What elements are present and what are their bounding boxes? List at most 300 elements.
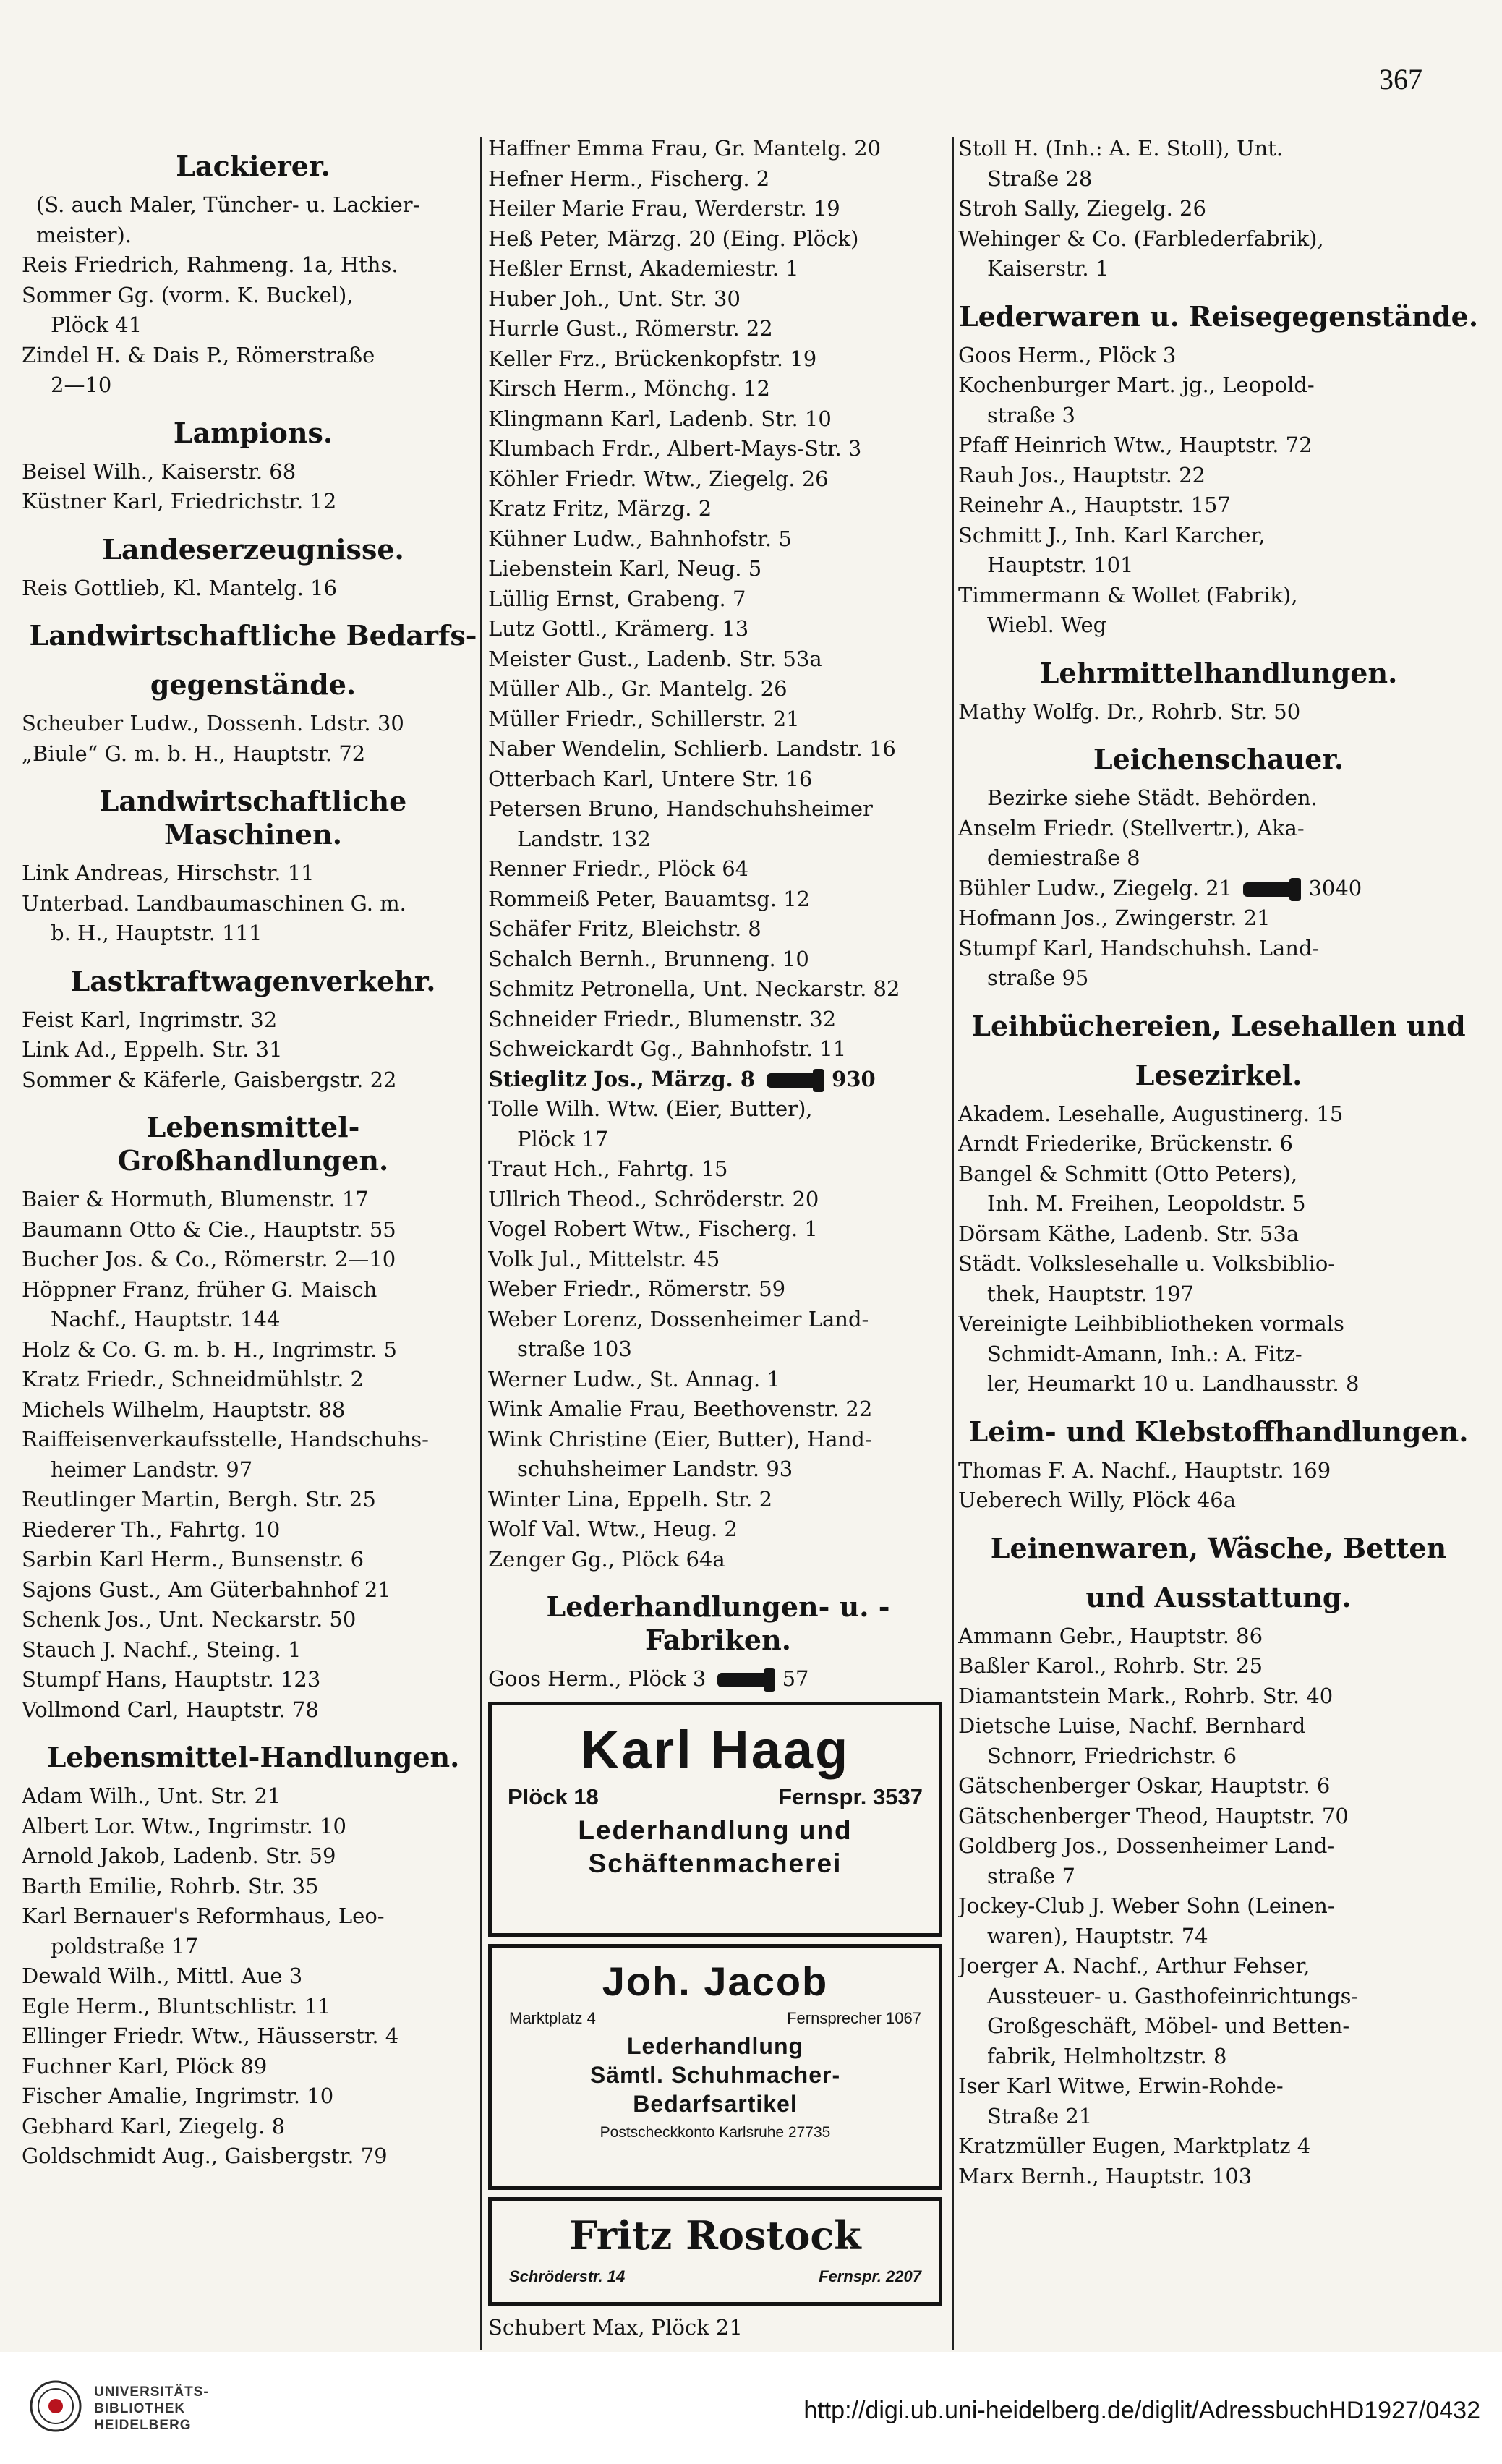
directory-entry: [488, 614, 948, 644]
entry-text: Müller Alb., Gr. Mantelg. 26: [488, 676, 788, 701]
directory-entry: [488, 884, 948, 915]
entry-text: Höppner Franz, früher G. Maisch: [22, 1276, 377, 1302]
entry-text: Arndt Friederike, Brückenstr. 6: [958, 1131, 1293, 1156]
entry-text: Feist Karl, Ingrimstr. 32: [22, 1007, 278, 1032]
entry-text: Jockey-Club J. Weber Sohn (Leinen-: [958, 1893, 1335, 1918]
entry-text: Baßler Karol., Rohrb. Str. 25: [958, 1653, 1263, 1678]
directory-entry: [488, 344, 948, 375]
directory-entry: [22, 2052, 485, 2082]
directory-entry: [22, 2112, 485, 2142]
entry-text: Akadem. Lesehalle, Augustinerg. 15: [958, 1101, 1344, 1126]
directory-entry-continuation: [958, 1189, 1479, 1219]
entry-text: Link Andreas, Hirschstr. 11: [22, 861, 315, 885]
directory-entry: [488, 914, 948, 945]
directory-entry: [22, 1515, 485, 1546]
entry-text: Liebenstein Karl, Neug. 5: [488, 556, 762, 581]
directory-entry: [488, 1394, 948, 1425]
entry-text: Petersen Bruno, Handschuhsheimer: [488, 796, 873, 821]
directory-entry: [22, 1245, 485, 1275]
directory-entry: [488, 434, 948, 464]
directory-entry-continuation: [22, 1932, 485, 1962]
directory-entry: [22, 1665, 485, 1695]
entry-text: Barth Emilie, Rohrb. Str. 35: [22, 1873, 319, 1898]
directory-entry: [488, 974, 948, 1005]
entry-text: straße 103: [517, 1337, 632, 1361]
entry-text: Dewald Wilh., Mittl. Aue 3: [22, 1964, 303, 1988]
directory-entry: [488, 734, 948, 764]
directory-entry: [958, 1891, 1479, 1922]
entry-text: Weber Lorenz, Dossenheimer Land-: [488, 1306, 869, 1331]
entry-text: Zenger Gg., Plöck 64a: [488, 1546, 725, 1572]
entry-text: Hauptstr. 101: [987, 553, 1134, 577]
directory-entry: [488, 1305, 948, 1335]
section-heading: [22, 785, 485, 851]
advert-contact-row: [492, 2005, 939, 2032]
entry-text: Bühler Ludw., Ziegelg. 21: [958, 875, 1233, 900]
directory-entry: [22, 1605, 485, 1635]
directory-entry: [22, 1035, 485, 1065]
directory-entry: [958, 1651, 1479, 1681]
entry-text: meister).: [36, 222, 132, 247]
section-heading: [958, 1059, 1479, 1092]
directory-entry: [488, 674, 948, 704]
directory-entry: [22, 1215, 485, 1245]
section-heading: [22, 417, 485, 450]
entry-text: Raiffeisenverkaufsstelle, Handschuhs-: [22, 1427, 429, 1451]
entry-text: Egle Herm., Bluntschlistr. 11: [22, 1993, 331, 2018]
directory-entry: [958, 224, 1479, 255]
library-footer: [0, 2352, 1502, 2464]
directory-entry: [958, 1099, 1479, 1130]
directory-entry-continuation: [958, 963, 1479, 994]
source-url[interactable]: http://digi.ub.uni-heidelberg.de/diglit/AdressbuchHD1927/0432: [803, 2397, 1480, 2424]
directory-entry: [488, 1005, 948, 1035]
section-heading: [958, 743, 1479, 776]
entry-text: Lebensmittel-Großhandlungen.: [117, 1111, 389, 1177]
entry-text: Zindel H. & Dais P., Römerstraße: [22, 342, 375, 367]
entry-text: Vereinigte Leihbibliotheken vormals: [958, 1311, 1344, 1336]
directory-entry: [488, 704, 948, 735]
telephone-icon: [767, 1073, 817, 1088]
directory-entry: [22, 487, 485, 517]
entry-text: demiestraße 8: [987, 845, 1140, 870]
entry-text: Reinehr A., Hauptstr. 157: [958, 493, 1231, 517]
directory-entry: [22, 281, 485, 311]
section-heading: [958, 1415, 1479, 1449]
directory-entry: [488, 644, 948, 675]
directory-entry: [22, 574, 485, 604]
directory-entry: [22, 457, 485, 487]
entry-text: Reis Gottlieb, Kl. Mantelg. 16: [22, 575, 338, 600]
directory-entry: [22, 1781, 485, 1812]
entry-text: Heßler Ernst, Akademiestr. 1: [488, 256, 799, 281]
entry-text: Lüllig Ernst, Grabeng. 7: [488, 586, 746, 611]
section-heading: [22, 1741, 485, 1774]
directory-entry-continuation: [958, 164, 1479, 195]
directory-entry: [958, 521, 1479, 551]
entry-text: Michels Wilhelm, Hauptstr. 88: [22, 1397, 346, 1422]
directory-entry: [958, 2162, 1479, 2192]
entry-text: Klingmann Karl, Ladenb. Str. 10: [488, 406, 832, 431]
entry-text: Kochenburger Mart. jg., Leopold-: [958, 372, 1315, 397]
directory-entry-continuation: [488, 824, 948, 855]
entry-text: Reis Friedrich, Rahmeng. 1a, Hths.: [22, 252, 398, 277]
entry-text: Winter Lina, Eppelh. Str. 2: [488, 1486, 773, 1512]
entry-text: und Ausstattung.: [1085, 1580, 1352, 1613]
entry-text: Kratz Fritz, Märzg. 2: [488, 496, 712, 521]
directory-entry-continuation: [958, 1369, 1479, 1399]
entry-text: Leichenschauer.: [1093, 743, 1344, 775]
entry-text: Küstner Karl, Friedrichstr. 12: [22, 489, 337, 513]
entry-text: Leihbüchereien, Lesehallen und: [971, 1009, 1466, 1042]
library-logo-icon: [29, 2379, 82, 2433]
directory-entry: [22, 1545, 485, 1575]
directory-entry: [22, 1695, 485, 1726]
entry-text: Gätschenberger Theod, Hauptstr. 70: [958, 1803, 1349, 1828]
directory-entry: [22, 889, 485, 919]
entry-text: Bezirke siehe Städt. Behörden.: [987, 785, 1318, 810]
directory-entry: [22, 858, 485, 889]
directory-entry-continuation: [958, 1982, 1479, 2012]
directory-entry: [958, 1159, 1479, 1190]
entry-text: Dietsche Luise, Nachf. Bernhard: [958, 1713, 1306, 1738]
directory-entry: [488, 1545, 948, 1575]
directory-entry: [488, 1154, 948, 1185]
directory-entry: [22, 1185, 485, 1215]
entry-text: Lastkraftwagenverkehr.: [70, 964, 436, 997]
directory-entry: [488, 314, 948, 344]
telephone-number: 3040: [1308, 875, 1362, 900]
directory-entry: [958, 1219, 1479, 1250]
entry-text: Landwirtschaftliche Bedarfs-: [29, 619, 477, 652]
directory-entry-continuation: [22, 1455, 485, 1485]
directory-entry: [488, 1185, 948, 1215]
entry-text: Reutlinger Martin, Bergh. Str. 25: [22, 1487, 376, 1512]
entry-text: Hofmann Jos., Zwingerstr. 21: [958, 905, 1271, 930]
entry-text: straße 95: [987, 965, 1089, 990]
directory-entry: [958, 2071, 1479, 2102]
advert-joh-jacob: [488, 1944, 942, 2190]
entry-text: Lederhandlungen- u. -Fabriken.: [546, 1590, 890, 1656]
entry-text: Landeserzeugnisse.: [102, 532, 404, 566]
entry-text: Keller Frz., Brückenkopfstr. 19: [488, 346, 817, 371]
entry-text: Stieglitz Jos., Märzg. 8: [488, 1066, 756, 1091]
entry-text: Landwirtschaftliche Maschinen.: [99, 785, 407, 851]
directory-entry: [488, 2313, 948, 2343]
entry-text: Schmidt-Amann, Inh.: A. Fitz-: [987, 1341, 1302, 1366]
directory-entry: [488, 134, 948, 164]
directory-entry: [22, 1425, 485, 1455]
advert-contact-row: [492, 1781, 939, 1814]
entry-text: Kühner Ludw., Bahnhofstr. 5: [488, 526, 792, 551]
directory-entry: [958, 697, 1479, 728]
entry-text: (S. auch Maler, Tüncher- u. Lackier-: [36, 192, 420, 217]
directory-entry-continuation: [22, 1305, 485, 1335]
directory-entry-continuation: [958, 1742, 1479, 1772]
directory-column-1: [22, 134, 485, 2172]
directory-entry: [958, 1621, 1479, 1652]
directory-entry: [488, 1425, 948, 1455]
directory-entry: [22, 1275, 485, 1305]
entry-text: Timmermann & Wollet (Fabrik),: [958, 582, 1298, 608]
entry-text: Baumann Otto & Cie., Hauptstr. 55: [22, 1216, 396, 1242]
section-heading: [22, 150, 485, 183]
directory-entry: [488, 1365, 948, 1395]
section-heading: [22, 619, 485, 652]
entry-text: Klumbach Frdr., Albert-Mays-Str. 3: [488, 436, 862, 461]
directory-entry-continuation: [958, 843, 1479, 874]
entry-text: Lampions.: [173, 416, 333, 449]
directory-entry: [22, 1872, 485, 1902]
advert-address: Marktplatz 4: [509, 2008, 596, 2027]
entry-text: Otterbach Karl, Untere Str. 16: [488, 766, 813, 791]
entry-text: Rauh Jos., Hauptstr. 22: [958, 462, 1206, 487]
page-number: 367: [1379, 63, 1422, 95]
directory-entry: [958, 874, 1479, 904]
directory-entry-continuation: [488, 1454, 948, 1485]
advert-name: Fritz Rostock: [569, 2212, 861, 2259]
directory-entry-continuation: [22, 310, 485, 341]
directory-entry: [22, 1992, 485, 2022]
entry-text: Kirsch Herm., Mönchg. 12: [488, 376, 770, 401]
directory-entry: [22, 709, 485, 739]
entry-text: Wiebl. Weg: [987, 613, 1107, 637]
directory-entry: [958, 341, 1479, 371]
entry-text: Lesezirkel.: [1135, 1058, 1302, 1091]
column-2-entries: [488, 134, 948, 1694]
section-heading: [22, 965, 485, 998]
entry-text: Huber Joh., Unt. Str. 30: [488, 286, 741, 311]
entry-text: Ullrich Theod., Schröderstr. 20: [488, 1186, 819, 1211]
directory-entry: [488, 554, 948, 584]
directory-entry: [958, 1456, 1479, 1486]
directory-entry: [488, 464, 948, 495]
entry-text: Stumpf Hans, Hauptstr. 123: [22, 1667, 321, 1692]
directory-entry: [22, 1575, 485, 1606]
directory-entry: [488, 1245, 948, 1275]
directory-entry: [958, 581, 1479, 611]
entry-text: Goos Herm., Plöck 3: [958, 342, 1177, 367]
section-heading: [22, 1111, 485, 1177]
entry-text: Ellinger Friedr. Wtw., Häusserstr. 4: [22, 2024, 399, 2048]
directory-entry-continuation: [958, 1922, 1479, 1952]
entry-text: Sommer Gg. (vorm. K. Buckel),: [22, 282, 354, 307]
entry-text: fabrik, Helmholtzstr. 8: [987, 2043, 1227, 2068]
directory-entry: [958, 814, 1479, 844]
directory-entry: [488, 524, 948, 555]
entry-text: Diamantstein Mark., Rohrb. Str. 40: [958, 1683, 1334, 1708]
directory-entry-continuation: [488, 1334, 948, 1365]
directory-entry-continuation: [958, 1279, 1479, 1310]
entry-text: Karl Bernauer's Reformhaus, Leo-: [22, 1904, 385, 1928]
entry-text: Haffner Emma Frau, Gr. Mantelg. 20: [488, 136, 882, 161]
entry-text: Bangel & Schmitt (Otto Peters),: [958, 1161, 1298, 1186]
directory-entry: [488, 794, 948, 824]
entry-text: Scheuber Ludw., Dossenh. Ldstr. 30: [22, 711, 404, 736]
directory-entry: [22, 1812, 485, 1842]
entry-text: Lutz Gottl., Krämerg. 13: [488, 616, 749, 641]
entry-text: Naber Wendelin, Schlierb. Landstr. 16: [488, 736, 896, 761]
advert-line: Sämtl. Schuhmacher-: [589, 2061, 841, 2088]
directory-entry: [958, 1309, 1479, 1339]
entry-text: Wehinger & Co. (Farblederfabrik),: [958, 226, 1324, 251]
logo-line: UNIVERSITÄTS-: [94, 2384, 209, 2400]
directory-entry-continuation: [958, 1339, 1479, 1370]
entry-text: Wink Christine (Eier, Butter), Hand-: [488, 1426, 872, 1451]
section-heading: [958, 1532, 1479, 1565]
logo-line: BIBLIOTHEK: [94, 2401, 186, 2416]
entry-text: Nachf., Hauptstr. 144: [51, 1307, 281, 1331]
directory-entry: [488, 584, 948, 615]
directory-entry-continuation: [22, 918, 485, 949]
entry-text: Leinenwaren, Wäsche, Betten: [990, 1531, 1447, 1564]
directory-entry: [22, 2081, 485, 2112]
directory-entry: [488, 254, 948, 284]
entry-text: Joerger A. Nachf., Arthur Fehser,: [958, 1953, 1310, 1978]
entry-text: Arnold Jakob, Ladenb. Str. 59: [22, 1843, 336, 1868]
entry-text: straße 7: [987, 1863, 1075, 1888]
directory-entry: [22, 739, 485, 770]
entry-text: Schäfer Fritz, Bleichstr. 8: [488, 916, 761, 941]
entry-text: Thomas F. A. Nachf., Hauptstr. 169: [958, 1457, 1331, 1483]
advert-address: Plöck 18: [508, 1783, 599, 1809]
directory-entry: [22, 1005, 485, 1036]
directory-entry-continuation: [958, 550, 1479, 581]
section-heading: [958, 300, 1479, 333]
advert-phone: Fernsprecher 1067: [787, 2008, 921, 2027]
entry-text: Goldberg Jos., Dossenheimer Land-: [958, 1833, 1335, 1858]
directory-entry: [958, 1802, 1479, 1832]
entry-text: Lackierer.: [176, 150, 330, 182]
directory-entry: [958, 1249, 1479, 1279]
entry-text: Meister Gust., Ladenb. Str. 53a: [488, 646, 822, 671]
advert-line: Lederhandlung und: [578, 1815, 853, 1845]
directory-entry: [488, 1094, 948, 1125]
library-logo-text: [94, 2384, 209, 2434]
directory-column-3: [958, 134, 1479, 2191]
entry-text: Plöck 17: [517, 1126, 609, 1151]
entry-text: Vogel Robert Wtw., Fischerg. 1: [488, 1216, 818, 1241]
directory-entry: [958, 370, 1479, 401]
entry-text: Goldschmidt Aug., Gaisbergstr. 79: [22, 2144, 388, 2168]
entry-text: Kaiserstr. 1: [987, 256, 1109, 281]
directory-entry-continuation: [958, 2011, 1479, 2042]
directory-entry: [958, 430, 1479, 461]
entry-text: Hefner Herm., Fischerg. 2: [488, 166, 770, 191]
entry-text: Stroh Sally, Ziegelg. 26: [958, 196, 1206, 221]
entry-text: Schweickardt Gg., Bahnhofstr. 11: [488, 1036, 847, 1061]
entry-text: Anselm Friedr. (Stellvertr.), Aka-: [958, 815, 1305, 840]
entry-text: Schubert Max, Plöck 21: [488, 2314, 743, 2340]
entry-text: Schalch Bernh., Brunneng. 10: [488, 946, 809, 971]
directory-entry: [958, 903, 1479, 934]
directory-entry: [22, 1395, 485, 1425]
entry-text: Marx Bernh., Hauptstr. 103: [958, 2163, 1253, 2188]
entry-text: Dörsam Käthe, Ladenb. Str. 53a: [958, 1221, 1300, 1246]
section-heading: [958, 1010, 1479, 1043]
directory-entry: [488, 764, 948, 795]
entry-text: Vollmond Carl, Hauptstr. 78: [22, 1697, 319, 1722]
directory-entry-continuation: [958, 2102, 1479, 2132]
directory-entry-continuation: [958, 254, 1479, 284]
directory-entry: [488, 374, 948, 404]
entry-text: Stauch J. Nachf., Steing. 1: [22, 1637, 302, 1662]
directory-entry: [22, 1635, 485, 1666]
directory-entry-continuation: [958, 401, 1479, 431]
directory-entry-continuation: [958, 610, 1479, 641]
directory-entry: [488, 1514, 948, 1545]
entry-text: Goos Herm., Plöck 3: [488, 1666, 707, 1691]
directory-entry: [958, 194, 1479, 224]
directory-entry: [958, 934, 1479, 964]
entry-text: Sommer & Käferle, Gaisbergstr. 22: [22, 1067, 397, 1092]
directory-entry: [488, 1214, 948, 1245]
entry-text: Bucher Jos. & Co., Römerstr. 2—10: [22, 1247, 396, 1271]
entry-text: Holz & Co. G. m. b. H., Ingrimstr. 5: [22, 1337, 398, 1362]
entry-text: Schneider Friedr., Blumenstr. 32: [488, 1006, 837, 1031]
directory-entry: [22, 1485, 485, 1515]
column-2-entries-bottom: [488, 2313, 948, 2343]
entry-text: Plöck 41: [51, 312, 142, 337]
entry-text: Straße 21: [987, 2103, 1093, 2128]
directory-column-2: [488, 134, 948, 2342]
entry-text: gegenstände.: [150, 668, 357, 701]
entry-text: 2—10: [51, 372, 112, 397]
entry-text: Fuchner Karl, Plöck 89: [22, 2053, 268, 2079]
directory-entry: [958, 490, 1479, 521]
directory-entry: [958, 1711, 1479, 1742]
entry-text: Rommeiß Peter, Bauamtsg. 12: [488, 886, 811, 911]
directory-entry: [958, 1129, 1479, 1159]
directory-entry: [488, 224, 948, 255]
telephone-number: 57: [782, 1666, 809, 1691]
directory-entry: [22, 1365, 485, 1395]
entry-text: Hurrle Gust., Römerstr. 22: [488, 316, 773, 341]
entry-text: Tolle Wilh. Wtw. (Eier, Butter),: [488, 1096, 813, 1121]
directory-entry: [488, 1664, 948, 1694]
entry-text: Fischer Amalie, Ingrimstr. 10: [22, 2084, 334, 2108]
directory-entry: [958, 1485, 1479, 1516]
entry-text: Inh. M. Freihen, Leopoldstr. 5: [987, 1191, 1306, 1216]
directory-entry: [22, 1901, 485, 1932]
directory-entry: [488, 404, 948, 435]
directory-entry: [22, 250, 485, 281]
directory-entry: [488, 284, 948, 315]
directory-entry: [958, 2131, 1479, 2162]
directory-entry-continuation: [22, 370, 485, 401]
advert-phone: Fernspr. 2207: [819, 2267, 921, 2285]
directory-entry-continuation: [958, 783, 1479, 814]
entry-text: Leim- und Klebstoffhandlungen.: [968, 1415, 1469, 1448]
logo-line: HEIDELBERG: [94, 2418, 192, 2433]
entry-text: Stoll H. (Inh.: A. E. Stoll), Unt.: [958, 136, 1284, 161]
directory-entry: [488, 945, 948, 975]
entry-text: Heß Peter, Märzg. 20 (Eing. Plöck): [488, 226, 859, 251]
entry-text: Wolf Val. Wtw., Heug. 2: [488, 1517, 738, 1541]
directory-entry-continuation: [958, 2042, 1479, 2072]
directory-entry: [22, 2021, 485, 2052]
entry-text: thek, Hauptstr. 197: [987, 1281, 1194, 1306]
advert-contact-row: [492, 2261, 939, 2292]
telephone-number: 930: [832, 1066, 876, 1091]
entry-text: Aussteuer- u. Gasthofeinrichtungs-: [987, 1983, 1359, 2008]
entry-text: Kratz Friedr., Schneidmühlstr. 2: [22, 1367, 364, 1391]
entry-text: schuhsheimer Landstr. 93: [517, 1457, 793, 1481]
directory-entry: [488, 1034, 948, 1065]
advert-line: Schäftenmacherei: [588, 1848, 842, 1878]
directory-entry: [22, 1841, 485, 1872]
directory-entry: [958, 1951, 1479, 1982]
